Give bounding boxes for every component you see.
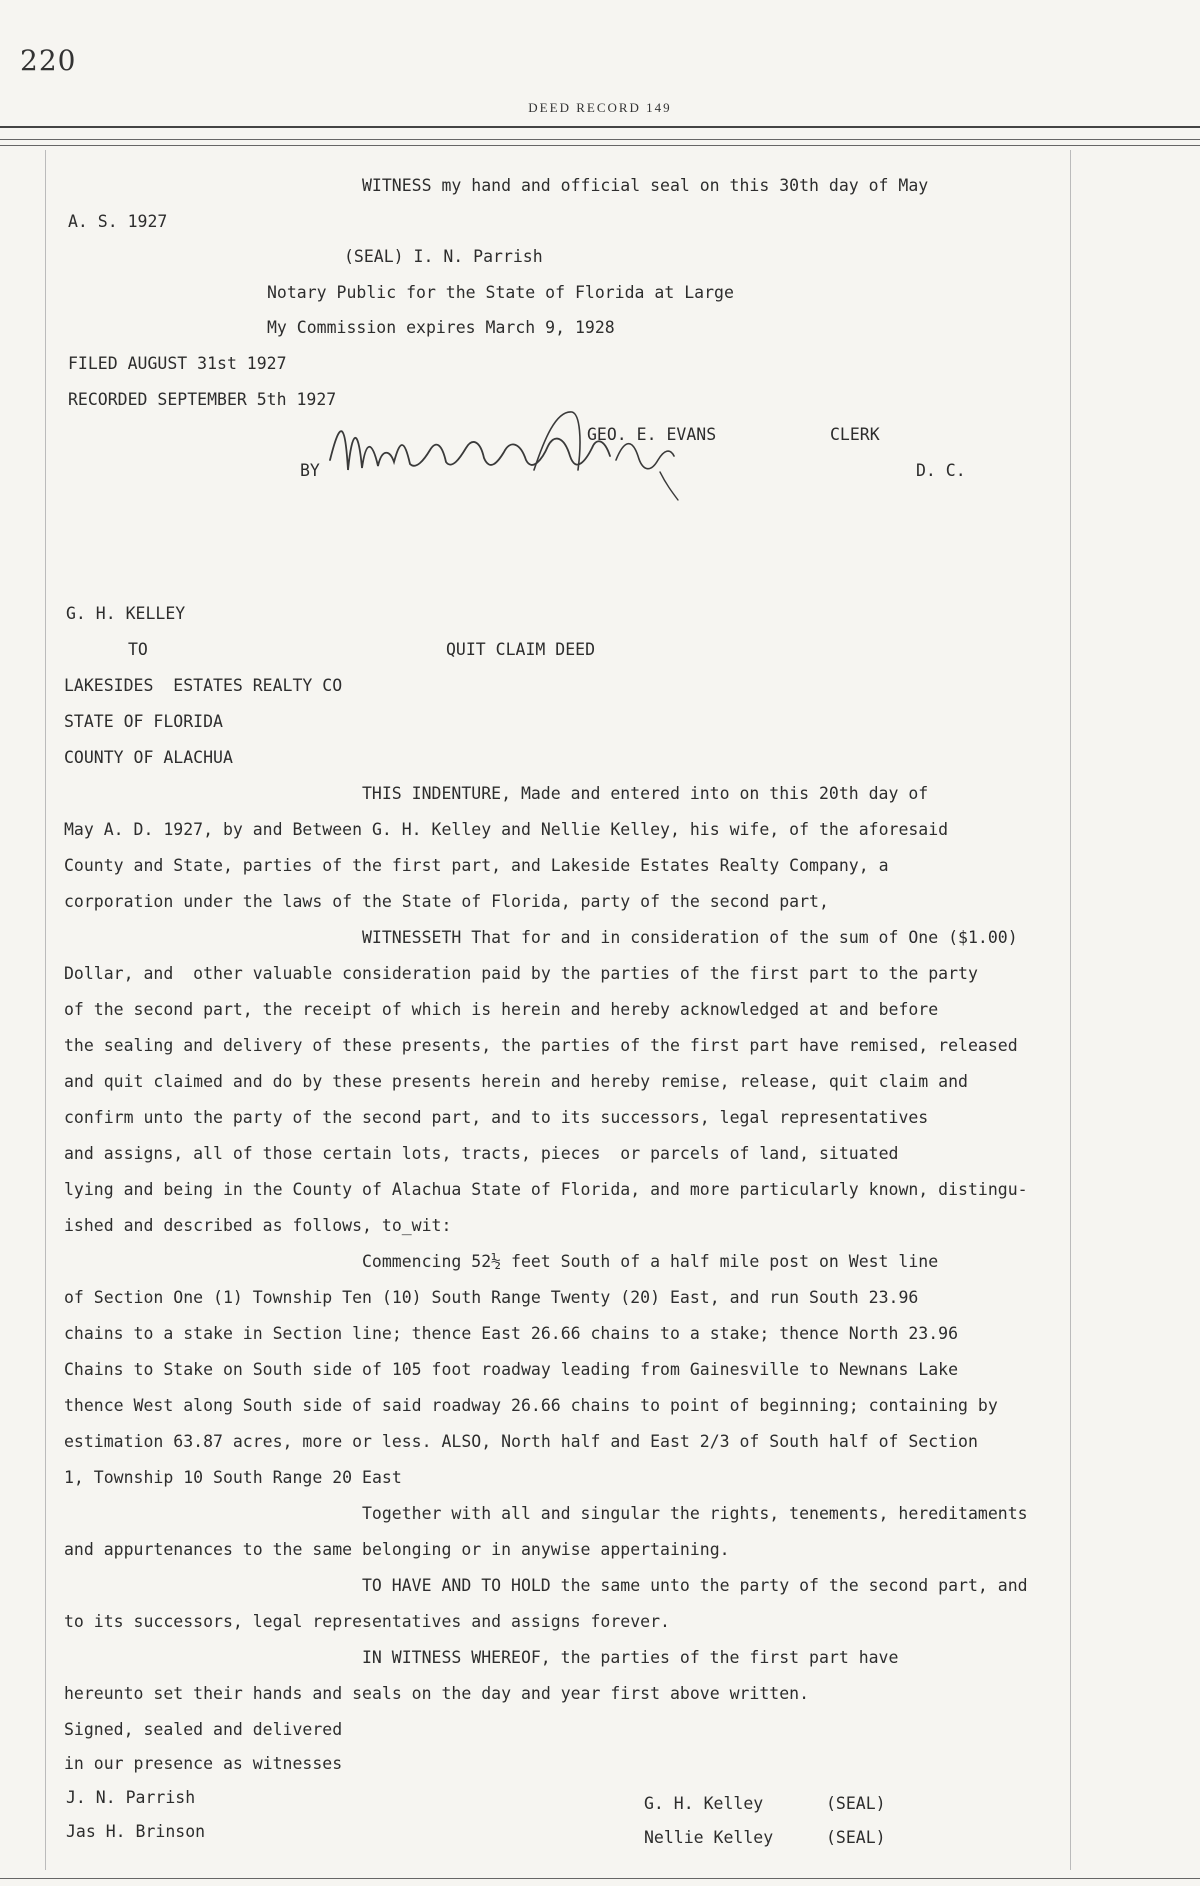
record-book-title: DEED RECORD 149 <box>528 100 672 115</box>
body-line: WITNESSETH That for and in consideration of the sum of One ($1.00) <box>362 928 1018 947</box>
page-number: 220 <box>20 44 77 77</box>
prior-witness-line: WITNESS my hand and official seal on this 30th day of May <box>362 176 929 195</box>
body-line: corporation under the laws of the State of Florida, party of the second part, <box>64 892 829 911</box>
clerk-title: CLERK <box>830 425 880 444</box>
grantor-name: G. H. KELLEY <box>66 604 186 623</box>
body-line: IN WITNESS WHEREOF, the parties of the first part have <box>362 1648 899 1667</box>
body-line: in our presence as witnesses <box>64 1754 343 1773</box>
body-line: County and State, parties of the first part, and Lakeside Estates Realty Company, a <box>64 856 889 875</box>
body-line: of Section One (1) Township Ten (10) South Range Twenty (20) East, and run South 23.96 <box>64 1288 919 1307</box>
witness-name: J. N. Parrish <box>66 1788 196 1807</box>
to-label: TO <box>128 640 148 659</box>
grantee-name: LAKESIDES ESTATES REALTY CO <box>64 676 343 695</box>
deputy-clerk-label: D. C. <box>916 461 966 480</box>
notary-title-line: Notary Public for the State of Florida at Large <box>267 283 734 302</box>
header-rule-thin-2 <box>0 145 1200 146</box>
state-heading: STATE OF FLORIDA <box>64 712 223 731</box>
deputy-clerk-signature <box>320 400 720 510</box>
body-line: THIS INDENTURE, Made and entered into on this 20th day of <box>362 784 929 803</box>
seal-mark: (SEAL) <box>826 1794 886 1813</box>
body-line: ished and described as follows, to_wit: <box>64 1216 452 1235</box>
body-line: Together with all and singular the rights, tenements, hereditaments <box>362 1504 1028 1523</box>
body-line: TO HAVE AND TO HOLD the same unto the party of the second part, and <box>362 1576 1028 1595</box>
body-line: and assigns, all of those certain lots, tracts, pieces or parcels of land, situated <box>64 1144 899 1163</box>
body-line: chains to a stake in Section line; thence East 26.66 chains to a stake; thence North 23.96 <box>64 1324 959 1343</box>
recorded-date: RECORDED SEPTEMBER 5th 1927 <box>68 390 337 409</box>
header-rule-thin <box>0 139 1200 140</box>
body-line: Dollar, and other valuable consideration paid by the parties of the first part to the party <box>64 964 978 983</box>
notary-seal-line: (SEAL) I. N. Parrish <box>344 247 543 266</box>
body-line: Signed, sealed and delivered <box>64 1720 343 1739</box>
prior-year-line: A. S. 1927 <box>68 212 168 231</box>
left-margin-line <box>45 150 46 1870</box>
right-margin-line <box>1070 150 1071 1870</box>
footer-rule <box>0 1878 1200 1879</box>
body-line: Commencing 52½ feet South of a half mile post on West line <box>362 1252 939 1271</box>
witness-name: Jas H. Brinson <box>66 1822 206 1841</box>
body-line: May A. D. 1927, by and Between G. H. Kelley and Nellie Kelley, his wife, of the aforesaid <box>64 820 949 839</box>
clerk-name: GEO. E. EVANS <box>587 425 717 444</box>
signer-name: G. H. Kelley <box>644 1794 764 1813</box>
body-line: confirm unto the party of the second part, and to its successors, legal representatives <box>64 1108 929 1127</box>
body-line: estimation 63.87 acres, more or less. ALSO, North half and East 2/3 of South half of Section <box>64 1432 978 1451</box>
body-line: Chains to Stake on South side of 105 foot roadway leading from Gainesville to Newnans Lake <box>64 1360 959 1379</box>
body-line: and appurtenances to the same belonging or in anywise appertaining. <box>64 1540 730 1559</box>
county-heading: COUNTY OF ALACHUA <box>64 748 233 767</box>
notary-commission-line: My Commission expires March 9, 1928 <box>267 318 615 337</box>
deed-type: QUIT CLAIM DEED <box>446 640 596 659</box>
signer-name: Nellie Kelley <box>644 1828 774 1847</box>
body-line: the sealing and delivery of these presents, the parties of the first part have remised, released <box>64 1036 1018 1055</box>
by-label: BY <box>300 461 320 480</box>
body-line: lying and being in the County of Alachua State of Florida, and more particularly known, distingu- <box>64 1180 1028 1199</box>
seal-mark: (SEAL) <box>826 1828 886 1847</box>
body-line: thence West along South side of said roadway 26.66 chains to point of beginning; containing by <box>64 1396 998 1415</box>
body-line: and quit claimed and do by these presents herein and hereby remise, release, quit claim and <box>64 1072 968 1091</box>
body-line: hereunto set their hands and seals on the day and year first above written. <box>64 1684 810 1703</box>
body-line: of the second part, the receipt of which is herein and hereby acknowledged at and before <box>64 1000 939 1019</box>
filed-date: FILED AUGUST 31st 1927 <box>68 354 287 373</box>
body-line: to its successors, legal representatives and assigns forever. <box>64 1612 670 1631</box>
header-rule <box>0 126 1200 128</box>
body-line: 1, Township 10 South Range 20 East <box>64 1468 402 1487</box>
